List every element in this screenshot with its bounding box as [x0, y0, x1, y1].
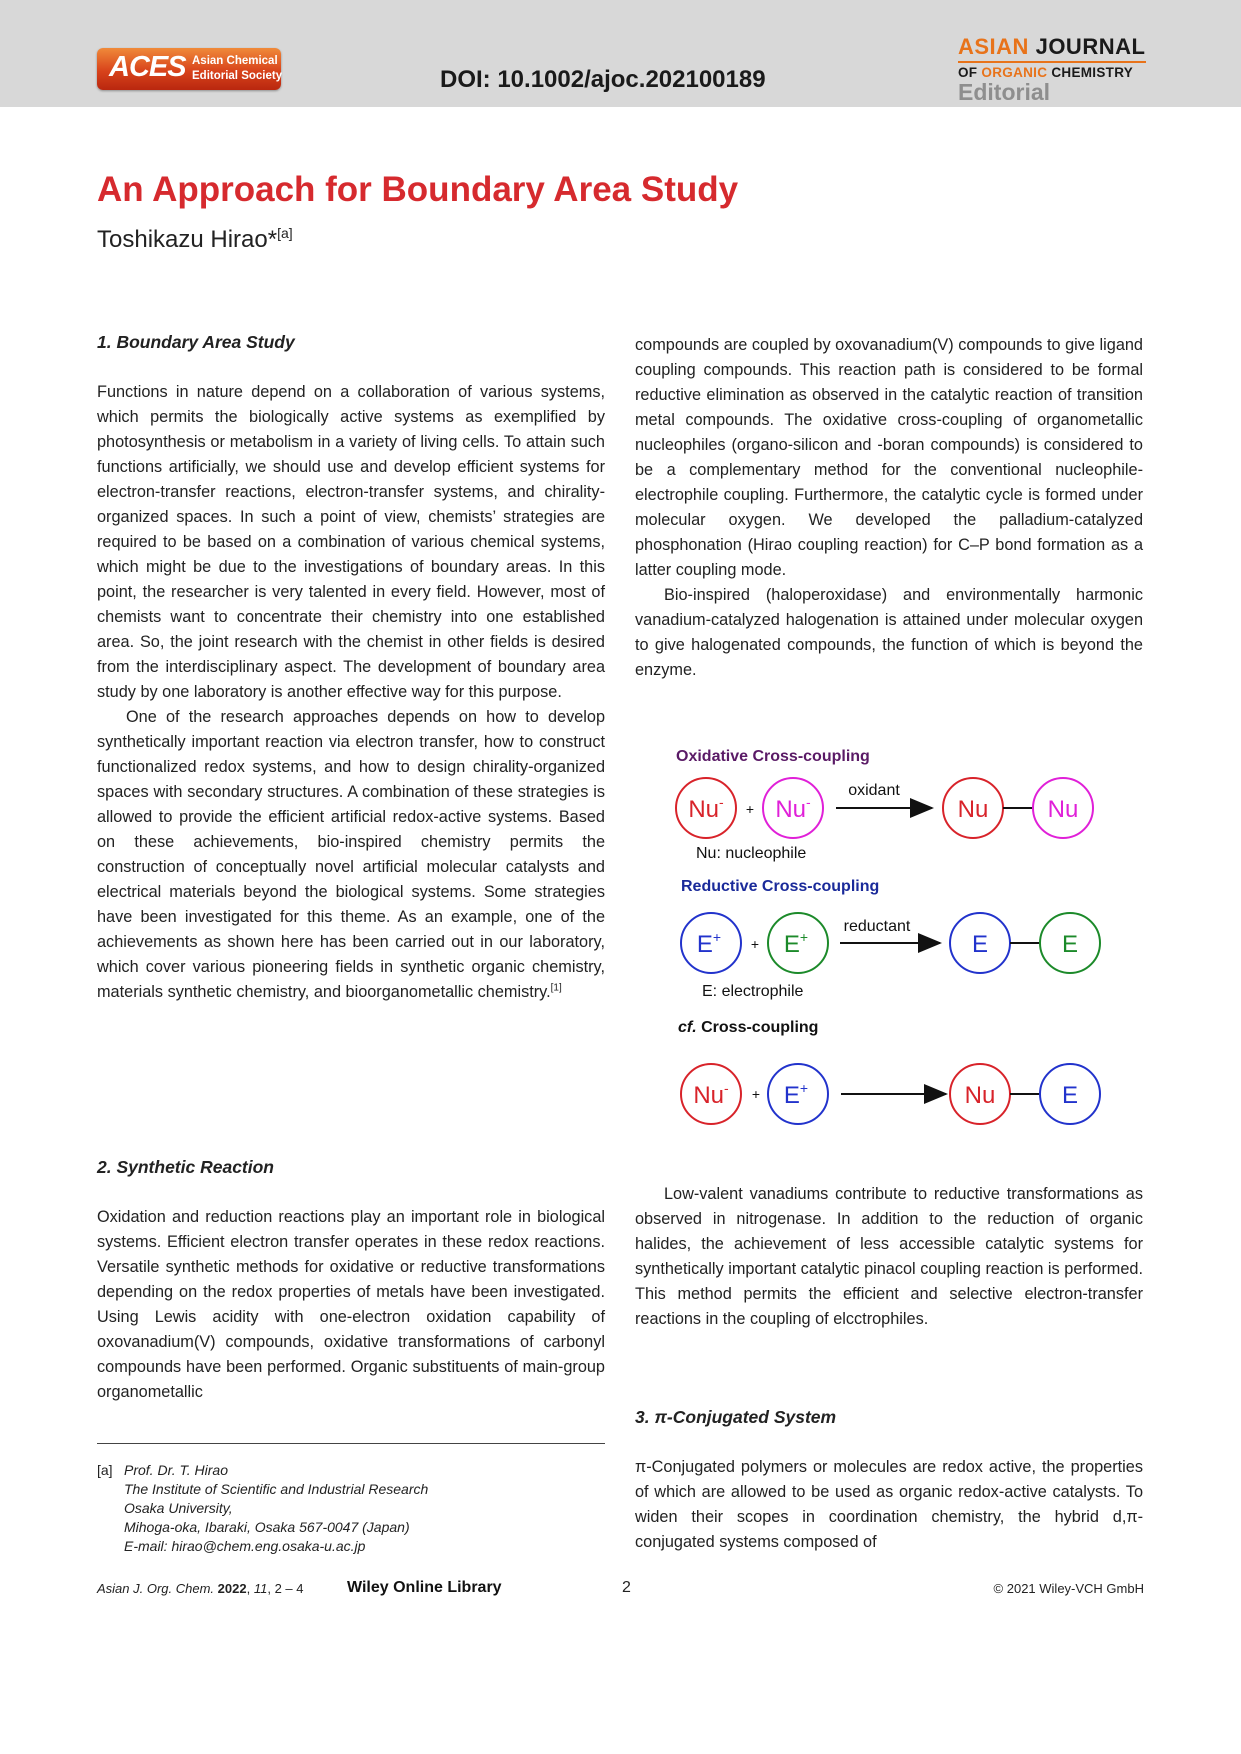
footnote-name-line: [a] Prof. Dr. T. Hirao [97, 1462, 228, 1478]
section-3 [635, 1407, 1143, 1555]
journal-logo-line1: ASIAN JOURNAL [958, 34, 1146, 59]
section-2-paragraph-1: Oxidation and reduction reactions play an important role in biological systems. Efficient electron transfer operates in these redox reactions. Versatile synthetic methods for oxidative or reductive transformations depending on the redox properties of metals have been investigated. Using Lewis acidity with one-electron oxidation capability of oxovanadium(V) compounds, oxidative transformations of carbonyl compounds have been performed. Organic substituents of main-group organometallic [97, 1208, 605, 1401]
footnote-rule [97, 1443, 605, 1444]
article-author: Toshikazu Hirao*[a] [97, 225, 293, 253]
nu-product-2-label: Nu [1047, 796, 1079, 823]
cf-e-product-label: E [1061, 1082, 1079, 1109]
nucleophile-note: Nu: nucleophile [696, 845, 807, 862]
section-2 [97, 1157, 605, 1405]
reductive-title: Reductive Cross-coupling [681, 878, 880, 895]
section-3-heading: 3. π-Conjugated System [635, 1407, 837, 1427]
aces-logo [97, 48, 281, 90]
right-column-bottom [635, 1182, 1143, 1332]
oxidant-label: oxidant [848, 782, 900, 799]
e-cation-1-label: E+ [696, 929, 722, 958]
e-product-1-label: E [971, 931, 989, 958]
reductant-label: reductant [843, 918, 911, 935]
cf-nu-product-label: Nu [964, 1082, 996, 1109]
author-affiliation-mark[interactable]: [a] [277, 225, 293, 241]
aces-logo-line2: Editorial Society [192, 70, 283, 82]
electrophile-note: E: electrophile [702, 983, 804, 1000]
section-1-heading: 1. Boundary Area Study [97, 332, 295, 352]
nu-anion-1-label: Nu- [688, 794, 724, 823]
footnote-email[interactable]: E-mail: hirao@chem.eng.osaka-u.ac.jp [124, 1538, 366, 1554]
section-2-heading: 2. Synthetic Reaction [97, 1157, 274, 1177]
right-paragraph-2: Bio-inspired (haloperoxidase) and environmentally harmonic vanadium-catalyzed halogenation is attained under molecular oxygen to give halogenated compounds, the function of which is beyond the enzyme. [635, 586, 1143, 679]
plus-sign-3: + [751, 1086, 761, 1102]
section-1-paragraph-1: Functions in nature depend on a collaboration of various systems, which permits the biologically active systems as exemplified by photosynthesis or metabolism in a variety of living cells. To attain such functions artificially, we should use and develop efficient systems for electron-transfer reactions, electron-transfer systems, and chirality-organized spaces. In such a point of view, chemists’ strategies are required to be based on a combination of various chemical systems, which might be due to the investigations of boundary areas. In this point, the researcher is very talented in every field. However, most of chemists want to concentrate their chemistry into one established area. So, the joint research with the chemist in other fields is desired from the interdisciplinary aspect. The development of boundary area study by one laboratory is another effective way for this purpose. [97, 383, 605, 701]
oxidative-title: Oxidative Cross-coupling [676, 748, 870, 765]
aces-logo-word: ACES [109, 51, 186, 83]
right-paragraph-1: compounds are coupled by oxovanadium(V) compounds to give ligand coupling compounds. This reaction path is considered to be formal reductive elimination as observed in the catalytic reaction of transition metal compounds. The oxidative cross-coupling of organometallic nucleophiles (organo-silicon and -boran compounds) is considered to be a complementary method for the conventional nucleophile-electrophile coupling. Furthermore, the catalytic cycle is formed under molecular oxygen. We developed the palladium-catalyzed phosphonation (Hirao coupling reaction) for C–P bond formation as a latter coupling mode. [635, 336, 1143, 579]
reference-1[interactable]: [1] [550, 982, 562, 994]
journal-logo-rule [958, 61, 1146, 63]
affiliation-footnote [97, 1461, 428, 1556]
footer-copyright: © 2021 Wiley-VCH GmbH [993, 1581, 1144, 1596]
nu-anion-2-label: Nu- [775, 794, 811, 823]
right-column-top [635, 333, 1143, 683]
cf-e-cation-label: E+ [783, 1080, 809, 1109]
section-1-paragraph-2: One of the research approaches depends on how to develop synthetically important reaction via electron transfer, how to construct functionalized redox systems, and how to design chirality-organized spaces with secondary structures. A combination of these strategies is allowed to provide the efficient artificial redox-active systems. Based on these achievements, bio-inspired chemistry permits the construction of conceptually novel artificial molecular catalysts and electrical materials beyond the biological systems. Some strategies have been investigated for this theme. As an example, one of the achievements as shown here has been carried out in our laboratory, which cover various pioneering fields in synthetic organic chemistry, materials synthetic chemistry, and bioorganometallic chemistry.[1] [97, 708, 605, 1001]
footnote-line-3: Mihoga-oka, Ibaraki, Osaka 567-0047 (Japan) [124, 1519, 410, 1535]
wiley-online-library-link[interactable]: Wiley Online Library [347, 1579, 502, 1596]
cross-coupling-scheme [660, 733, 1120, 1133]
aces-logo-line1: Asian Chemical [192, 55, 278, 67]
journal-logo [958, 34, 1146, 103]
nu-product-1-label: Nu [957, 796, 989, 823]
article-title: An Approach for Boundary Area Study [97, 170, 739, 209]
footnote-line-2: Osaka University, [124, 1500, 233, 1516]
cf-nu-anion-label: Nu- [693, 1080, 729, 1109]
journal-logo-line3: Editorial [958, 79, 1051, 105]
right-paragraph-3: Low-valent vanadiums contribute to reductive transformations as observed in nitrogenase. In addition to the reduction of organic halides, the achievement of less accessible catalytic systems for synthetically important catalytic pinacol coupling reaction is performed. This method permits the efficient and selective electron-transfer reactions in the coupling of elcctrophiles. [635, 1185, 1143, 1328]
journal-logo-line2: OF ORGANIC CHEMISTRY [958, 65, 1134, 80]
page-number: 2 [622, 1579, 631, 1596]
e-cation-2-label: E+ [783, 929, 809, 958]
cf-title: cf. Cross-coupling [678, 1019, 819, 1036]
section-3-paragraph-1: π-Conjugated polymers or molecules are redox active, the properties of which are allowed to be used as organic redox-active catalysts. To widen their scopes in coordination chemistry, the hybrid d,π-conjugated systems composed of [635, 1458, 1143, 1551]
doi[interactable]: DOI: 10.1002/ajoc.202100189 [440, 66, 766, 93]
section-1 [97, 332, 605, 1005]
footnote-line-1: The Institute of Scientific and Industrial Research [124, 1481, 429, 1497]
plus-sign-2: + [750, 936, 760, 952]
plus-sign-1: + [745, 801, 755, 817]
footer-citation: Asian J. Org. Chem. 2022, 11, 2 – 4 [97, 1581, 304, 1596]
e-product-2-label: E [1061, 931, 1079, 958]
